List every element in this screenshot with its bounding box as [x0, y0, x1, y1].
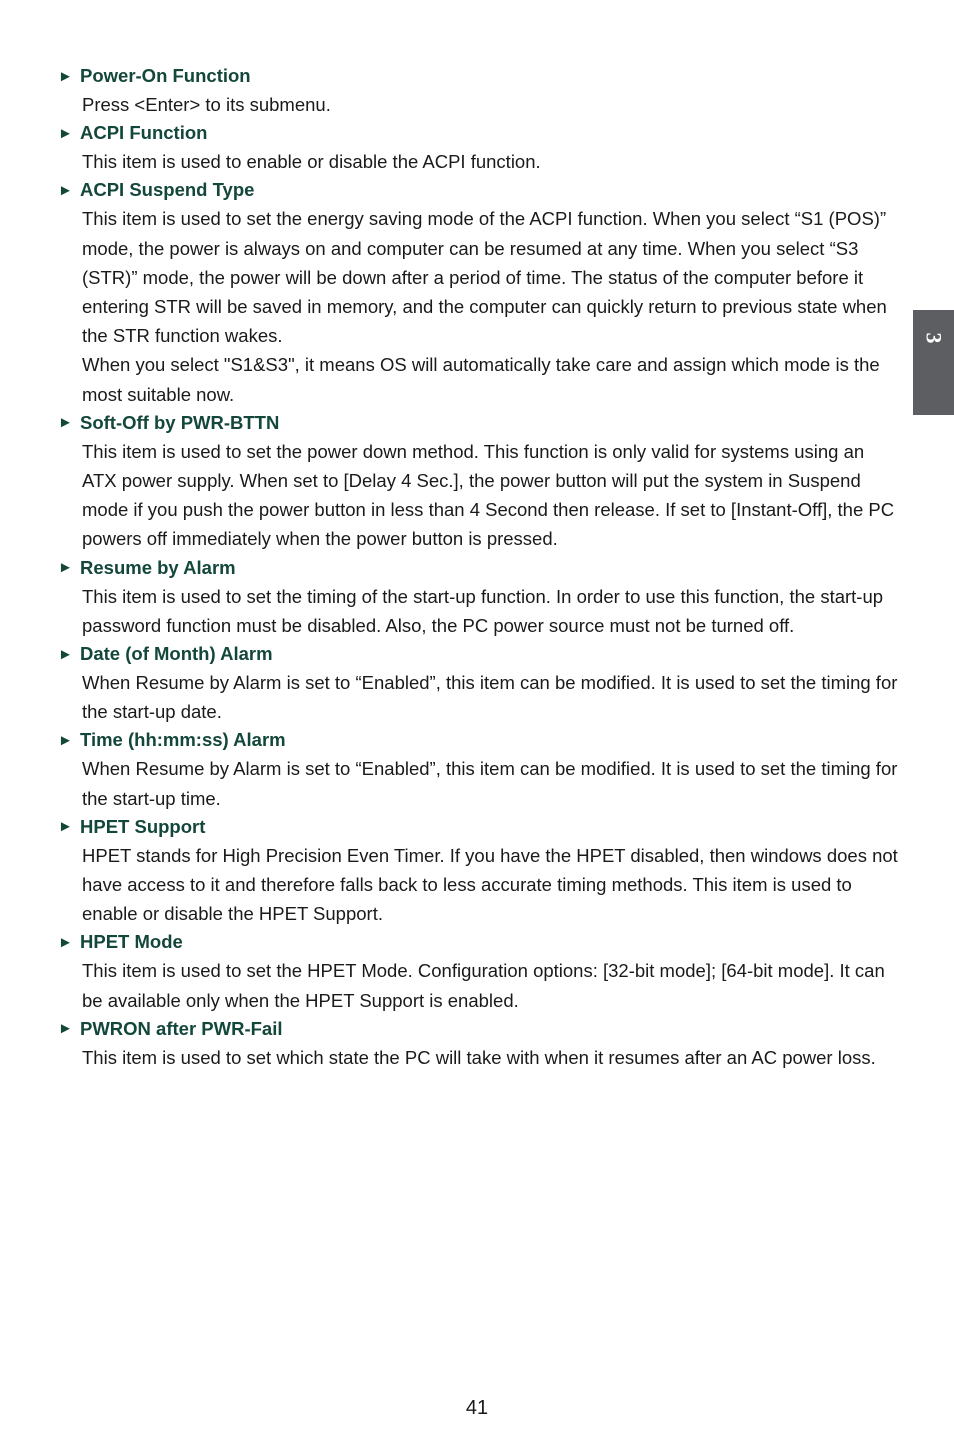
item-title: Power-On Function — [80, 65, 251, 86]
item-heading — [58, 726, 898, 754]
item-description — [82, 437, 898, 554]
item-description — [82, 668, 898, 726]
item-description — [82, 147, 898, 176]
item-heading — [58, 928, 898, 956]
arrow-bullet-icon: ► — [58, 67, 73, 85]
item-pwron-after-pwr-fail — [58, 1015, 898, 1072]
description-paragraph: This item is used to enable or disable the ACPI function. — [82, 151, 541, 173]
item-description — [82, 956, 898, 1014]
item-title: HPET Support — [80, 815, 206, 837]
item-heading — [58, 62, 898, 90]
description-paragraph: This item is used to set the HPET Mode. Configuration options: [32-bit mode]; [64-bit mode]. It can be available only when the HPET Support is enabled. — [82, 960, 885, 1011]
arrow-bullet-icon: ► — [58, 731, 73, 749]
description-paragraph: HPET stands for High Precision Even Timer. If you have the HPET disabled, then windows does not have access to it and therefore falls back to less accurate timing methods. This item is used to enable or disable the HPET Support. — [82, 844, 898, 925]
item-title: HPET Mode — [80, 931, 183, 953]
item-title: Resume by Alarm — [80, 556, 236, 578]
item-title: Date (of Month) Alarm — [80, 643, 273, 665]
item-description — [82, 582, 898, 640]
item-title: PWRON after PWR-Fail — [80, 1017, 283, 1039]
item-description — [82, 1043, 898, 1072]
item-title: Time (hh:mm:ss) Alarm — [80, 729, 286, 751]
item-soft-off-by-pwr-bttn — [58, 409, 898, 554]
item-description — [82, 754, 898, 812]
item-acpi-suspend-type — [58, 176, 898, 408]
item-description — [82, 841, 898, 929]
arrow-bullet-icon: ► — [58, 559, 73, 577]
arrow-bullet-icon: ► — [58, 818, 73, 836]
item-power-on-function — [58, 62, 898, 119]
chapter-tab — [913, 310, 954, 415]
description-paragraph: When you select "S1&S3", it means OS will automatically take care and assign which mode is the most suitable now. — [82, 354, 880, 405]
item-heading — [58, 1015, 898, 1043]
description-paragraph: Press <Enter> to its submenu. — [82, 94, 331, 115]
item-heading — [58, 554, 898, 582]
item-description — [82, 90, 898, 119]
item-time-alarm — [58, 726, 898, 812]
item-heading — [58, 813, 898, 841]
arrow-bullet-icon: ► — [58, 414, 73, 432]
arrow-bullet-icon: ► — [58, 181, 73, 199]
arrow-bullet-icon: ► — [58, 124, 73, 142]
page-number: 41 — [465, 1397, 489, 1419]
description-paragraph: This item is used to set the power down method. This function is only valid for systems using an ATX power supply. When set to [Delay 4 Sec.], the power button will put the system in Suspend mode if you push the power button in less than 4 Second then release. If set to [Instant-Off], the PC powers off immediately when the power button is pressed. — [82, 440, 895, 550]
item-heading — [58, 640, 898, 668]
description-paragraph: When Resume by Alarm is set to “Enabled”, this item can be modified. It is used to set the timing for the start-up time. — [82, 758, 898, 809]
item-description — [82, 204, 898, 408]
item-hpet-mode — [58, 928, 898, 1014]
item-acpi-function — [58, 119, 898, 176]
arrow-bullet-icon: ► — [58, 1020, 73, 1038]
description-paragraph: When Resume by Alarm is set to “Enabled”, this item can be modified. It is used to set the timing for the start-up date. — [82, 672, 898, 723]
item-title: Soft-Off by PWR-BTTN — [80, 411, 280, 433]
item-date-of-month-alarm — [58, 640, 898, 726]
item-heading — [58, 119, 898, 147]
arrow-bullet-icon: ► — [58, 933, 73, 951]
description-paragraph: This item is used to set the timing of the start-up function. In order to use this function, the start-up password function must be disabled. Also, the PC power source must not be turned off. — [82, 585, 884, 636]
item-title: ACPI Suspend Type — [80, 179, 255, 201]
description-paragraph: This item is used to set which state the PC will take with when it resumes after an AC power loss. — [82, 1046, 876, 1068]
item-hpet-support — [58, 813, 898, 929]
item-resume-by-alarm — [58, 554, 898, 640]
item-title: ACPI Function — [80, 122, 208, 144]
description-paragraph: This item is used to set the energy saving mode of the ACPI function. When you select “S1 (POS)” mode, the power is always on and computer can be resumed at any time. When you select “S3 (STR)” mode, the power will be down after a period of time. The status of the computer before it entering STR will be saved in memory, and the computer can quickly return to previous state when the STR function wakes. — [82, 208, 887, 347]
arrow-bullet-icon: ► — [58, 645, 73, 663]
item-heading — [58, 409, 898, 437]
manual-content — [58, 62, 898, 1072]
item-heading — [58, 176, 898, 204]
chapter-number: 3 — [921, 332, 947, 343]
